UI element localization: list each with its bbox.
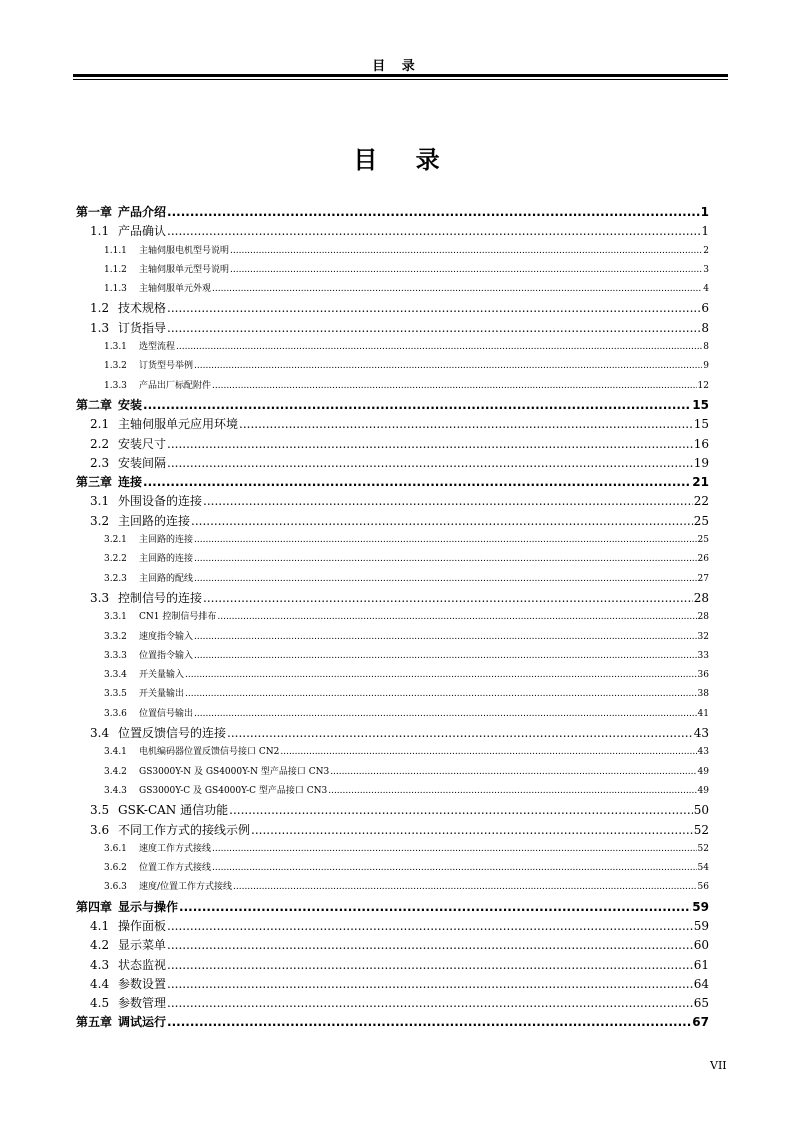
toc-entry-title: 调试运行: [118, 1015, 167, 1030]
toc-entry-number: 1.2: [90, 301, 110, 316]
toc-entry[interactable]: [76, 801, 709, 820]
dot-leader: [167, 917, 693, 936]
toc-entry-number: 3.6.3: [104, 882, 127, 893]
toc-entry-title: 控制信号的连接: [118, 590, 203, 605]
toc-entry[interactable]: [76, 1013, 709, 1032]
toc-entry-number: 3.5: [90, 803, 110, 818]
toc-entry-number: 2.1: [90, 417, 110, 432]
dot-leader: [167, 994, 693, 1013]
toc-entry-number: 第四章: [76, 899, 113, 914]
toc-entry[interactable]: [76, 647, 709, 666]
toc-entry-number: 3.2.2: [104, 554, 127, 565]
dot-leader: [143, 473, 691, 492]
toc-entry-title: 主轴伺服单元型号说明: [139, 264, 230, 275]
toc-entry-number: 3.3.6: [104, 708, 127, 719]
header-rule-thin: [73, 79, 728, 80]
toc-entry-title: 位置信号输出: [139, 708, 194, 719]
toc-entry-title: 主回路的连接: [139, 535, 194, 546]
dot-leader: [229, 801, 693, 820]
dot-leader: [328, 782, 696, 801]
dot-leader: [167, 936, 693, 955]
toc-entry[interactable]: [76, 956, 709, 975]
dot-leader: [203, 589, 693, 608]
toc-entry[interactable]: [76, 435, 709, 454]
dot-leader: [251, 821, 693, 840]
toc-entry-number: 3.4.3: [104, 785, 127, 796]
toc-entry-number: 4.2: [90, 938, 110, 953]
toc-entry-number: 4.4: [90, 976, 110, 991]
dot-leader: [194, 550, 697, 569]
toc-entry[interactable]: [76, 608, 709, 627]
toc-entry-page: 9: [703, 361, 709, 372]
toc-entry-page: 41: [697, 708, 709, 719]
toc-entry-number: 4.3: [90, 957, 110, 972]
toc-entry-title: 参数设置: [118, 976, 167, 991]
toc-entry-page: 61: [693, 957, 709, 972]
toc-entry-page: 1: [700, 205, 709, 219]
toc-entry-title: 技术规格: [118, 301, 167, 316]
dot-leader: [167, 956, 693, 975]
dot-leader: [167, 975, 693, 994]
dot-leader: [239, 415, 693, 434]
page-number: VII: [710, 1059, 727, 1072]
toc-entry[interactable]: [76, 898, 709, 917]
toc-entry-number: 3.3.1: [104, 612, 127, 623]
toc-entry[interactable]: [76, 570, 709, 589]
toc-entry-page: 26: [697, 554, 709, 565]
dot-leader: [179, 898, 691, 917]
dot-leader: [230, 242, 702, 261]
toc-entry-number: 第三章: [76, 475, 113, 490]
toc-entry[interactable]: [76, 782, 709, 801]
toc-entry[interactable]: [76, 975, 709, 994]
dot-leader: [194, 357, 702, 376]
toc-entry-page: 15: [693, 417, 709, 432]
toc-entry-title: 开关量输出: [139, 689, 185, 700]
toc-entry-title: 参数管理: [118, 996, 167, 1011]
toc-entry[interactable]: [76, 859, 709, 878]
toc-entry-number: 1.1.3: [104, 284, 127, 295]
toc-entry-number: 1.3.2: [104, 361, 127, 372]
toc-entry-title: 主回路的连接: [118, 513, 191, 528]
toc-entry-number: 3.4.1: [104, 747, 127, 758]
toc-entry[interactable]: [76, 763, 709, 782]
toc-entry[interactable]: [76, 319, 709, 338]
toc-entry[interactable]: [76, 473, 709, 492]
toc-entry[interactable]: [76, 666, 709, 685]
toc-entry-page: 21: [692, 475, 709, 490]
toc-entry-title: 位置指令输入: [139, 650, 194, 661]
toc-entry[interactable]: [76, 222, 709, 241]
toc-entry-page: 28: [693, 590, 709, 605]
toc-entry-title: 主回路的配线: [139, 573, 194, 584]
header-rule-thick: [73, 74, 728, 77]
toc-entry-title: 操作面板: [118, 918, 167, 933]
toc-entry[interactable]: [76, 280, 709, 299]
toc-entry-page: 67: [692, 1015, 709, 1030]
toc-entry[interactable]: [76, 203, 709, 222]
toc-entry[interactable]: [76, 685, 709, 704]
toc-entry-title: 电机编码器位置反馈信号接口 CN2: [139, 747, 280, 758]
toc-entry-number: 3.6: [90, 822, 110, 837]
toc-entry-page: 27: [697, 573, 709, 584]
toc-entry-title: 位置工作方式接线: [139, 863, 212, 874]
toc-entry-page: 12: [697, 380, 709, 391]
toc-entry-title: 速度指令输入: [139, 631, 194, 642]
toc-entry-title: 选型流程: [139, 342, 176, 353]
toc-entry-title: 订货指导: [118, 320, 167, 335]
toc-entry-number: 1.1: [90, 224, 110, 239]
toc-entry-number: 3.6.2: [104, 863, 127, 874]
toc-entry-number: 3.3.3: [104, 650, 127, 661]
toc-entry-number: 1.1.2: [104, 264, 127, 275]
toc-entry-title: 主轴伺服单元应用环境: [118, 417, 239, 432]
dot-leader: [185, 666, 697, 685]
toc-entry-number: 3.3: [90, 590, 110, 605]
toc-entry-page: 65: [693, 996, 709, 1011]
toc-entry-page: 49: [697, 766, 709, 777]
toc-entry[interactable]: [76, 415, 709, 434]
dot-leader: [185, 685, 697, 704]
toc-entry-page: 49: [697, 785, 709, 796]
dot-leader: [167, 222, 700, 241]
toc-entry-page: 8: [701, 320, 709, 335]
toc-entry-number: 第五章: [76, 1015, 113, 1030]
toc-entry-number: 4.1: [90, 918, 110, 933]
toc-entry-page: 59: [693, 918, 709, 933]
toc-entry-number: 2.2: [90, 436, 110, 451]
toc-entry-number: 3.4: [90, 726, 110, 741]
toc-entry[interactable]: [76, 261, 709, 280]
toc-entry-number: 3.3.2: [104, 631, 127, 642]
dot-leader: [167, 319, 700, 338]
toc-entry[interactable]: [76, 743, 709, 762]
toc-entry-title: 速度工作方式接线: [139, 843, 212, 854]
toc-entry-number: 3.6.1: [104, 843, 127, 854]
toc-entry[interactable]: [76, 454, 709, 473]
toc-entry[interactable]: [76, 878, 709, 897]
toc-entry-number: 1.1.1: [104, 245, 127, 256]
toc-entry-title: 主回路的连接: [139, 554, 194, 565]
toc-entry[interactable]: [76, 994, 709, 1013]
toc-entry[interactable]: [76, 550, 709, 569]
toc-entry-page: 1: [701, 224, 709, 239]
toc-entry-page: 16: [693, 436, 709, 451]
dot-leader: [191, 512, 693, 531]
dot-leader: [194, 705, 697, 724]
toc-entry-number: 4.5: [90, 996, 110, 1011]
dot-leader: [217, 608, 696, 627]
toc-entry[interactable]: [76, 840, 709, 859]
dot-leader: [194, 647, 697, 666]
toc-entry[interactable]: [76, 936, 709, 955]
dot-leader: [212, 377, 697, 396]
toc-entry-title: 订货型号举例: [139, 361, 194, 372]
toc-entry-number: 3.1: [90, 494, 110, 509]
toc-entry[interactable]: [76, 396, 709, 415]
page-title: 目 录: [353, 146, 440, 174]
toc-entry-title: 开关量输入: [139, 670, 185, 681]
toc-entry-title: 显示与操作: [118, 899, 179, 914]
dot-leader: [230, 261, 702, 280]
toc-entry[interactable]: [76, 338, 709, 357]
dot-leader: [194, 570, 697, 589]
toc-entry-title: GS3000Y-C 及 GS4000Y-C 型产品接口 CN3: [139, 785, 328, 796]
toc-entry-title: 连接: [118, 475, 143, 490]
toc-entry-page: 15: [692, 397, 709, 412]
toc-entry-page: 60: [693, 938, 709, 953]
toc-entry[interactable]: [76, 724, 709, 743]
toc-entry-title: 安装尺寸: [118, 436, 167, 451]
dot-leader: [203, 492, 693, 511]
toc-entry[interactable]: [76, 589, 709, 608]
toc-entry-page: 64: [693, 976, 709, 991]
toc-entry-page: 6: [701, 301, 709, 316]
toc-entry-page: 52: [693, 822, 709, 837]
toc-entry-page: 25: [693, 513, 709, 528]
toc-entry-number: 2.3: [90, 455, 110, 470]
toc-entry-page: 38: [697, 689, 709, 700]
toc-entry-title: 安装: [118, 397, 143, 412]
dot-leader: [280, 743, 696, 762]
toc-entry-page: 33: [697, 650, 709, 661]
toc-entry[interactable]: [76, 357, 709, 376]
dot-leader: [194, 628, 697, 647]
toc-entry[interactable]: [76, 377, 709, 396]
toc-entry[interactable]: [76, 299, 709, 318]
toc-entry-page: 2: [703, 245, 709, 256]
toc-entry-page: 22: [693, 494, 709, 509]
toc-entry-page: 28: [697, 612, 709, 623]
dot-leader: [167, 454, 693, 473]
toc-entry[interactable]: [76, 628, 709, 647]
toc-entry[interactable]: [76, 821, 709, 840]
toc-entry-page: 25: [697, 535, 709, 546]
toc-entry-number: 3.2: [90, 513, 110, 528]
toc-entry-title: GS3000Y-N 及 GS4000Y-N 型产品接口 CN3: [139, 766, 330, 777]
toc-entry-number: 3.4.2: [104, 766, 127, 777]
toc-entry-title: 速度/位置工作方式接线: [139, 882, 233, 893]
dot-leader: [330, 763, 696, 782]
toc-entry[interactable]: [76, 531, 709, 550]
dot-leader: [167, 203, 700, 222]
toc-entry-title: 状态监视: [118, 957, 167, 972]
toc-entry-page: 36: [697, 670, 709, 681]
dot-leader: [176, 338, 702, 357]
toc-entry-title: 不同工作方式的接线示例: [118, 822, 251, 837]
toc-entry[interactable]: [76, 492, 709, 511]
toc-entry-number: 3.2.1: [104, 535, 127, 546]
toc-entry-number: 第一章: [76, 205, 113, 219]
toc-entry-title: 产品确认: [118, 224, 167, 239]
toc-entry-page: 43: [693, 726, 709, 741]
toc-entry-number: 1.3: [90, 320, 110, 335]
running-header: 目 录: [372, 59, 421, 74]
toc-entry-page: 59: [692, 899, 709, 914]
toc-entry[interactable]: [76, 705, 709, 724]
dot-leader: [194, 531, 697, 550]
toc-entry-page: 3: [703, 264, 709, 275]
dot-leader: [167, 435, 693, 454]
toc-entry[interactable]: [76, 917, 709, 936]
toc-entry-number: 3.2.3: [104, 573, 127, 584]
toc-entry-title: 产品介绍: [118, 205, 167, 219]
toc-entry-number: 1.3.3: [104, 380, 127, 391]
toc-entry-page: 56: [697, 882, 709, 893]
dot-leader: [212, 859, 697, 878]
toc-entry-title: 主轴伺服电机型号说明: [139, 245, 230, 256]
toc-entry-page: 54: [697, 863, 709, 874]
dot-leader: [212, 840, 697, 859]
toc-entry-title: 产品出厂标配附件: [139, 380, 212, 391]
toc-entry-title: 外围设备的连接: [118, 494, 203, 509]
table-of-contents: [76, 203, 709, 1033]
dot-leader: [233, 878, 697, 897]
toc-entry[interactable]: [76, 512, 709, 531]
dot-leader: [167, 299, 700, 318]
toc-entry-number: 1.3.1: [104, 342, 127, 353]
toc-entry-page: 50: [693, 803, 709, 818]
toc-entry-title: 主轴伺服单元外观: [139, 284, 212, 295]
toc-entry-title: 位置反馈信号的连接: [118, 726, 227, 741]
dot-leader: [227, 724, 693, 743]
toc-entry-title: CN1 控制信号排布: [139, 612, 217, 623]
toc-entry-page: 32: [697, 631, 709, 642]
dot-leader: [167, 1013, 691, 1032]
toc-entry-page: 4: [703, 284, 709, 295]
dot-leader: [143, 396, 691, 415]
toc-entry[interactable]: [76, 242, 709, 261]
dot-leader: [212, 280, 702, 299]
toc-entry-number: 第二章: [76, 397, 113, 412]
toc-entry-title: 安装间隔: [118, 455, 167, 470]
toc-entry-number: 3.3.5: [104, 689, 127, 700]
toc-entry-page: 52: [697, 843, 709, 854]
toc-entry-page: 19: [693, 455, 709, 470]
toc-entry-title: GSK-CAN 通信功能: [118, 803, 229, 818]
toc-entry-title: 显示菜单: [118, 938, 167, 953]
toc-entry-page: 8: [703, 342, 709, 353]
toc-entry-page: 43: [697, 747, 709, 758]
toc-entry-number: 3.3.4: [104, 670, 127, 681]
